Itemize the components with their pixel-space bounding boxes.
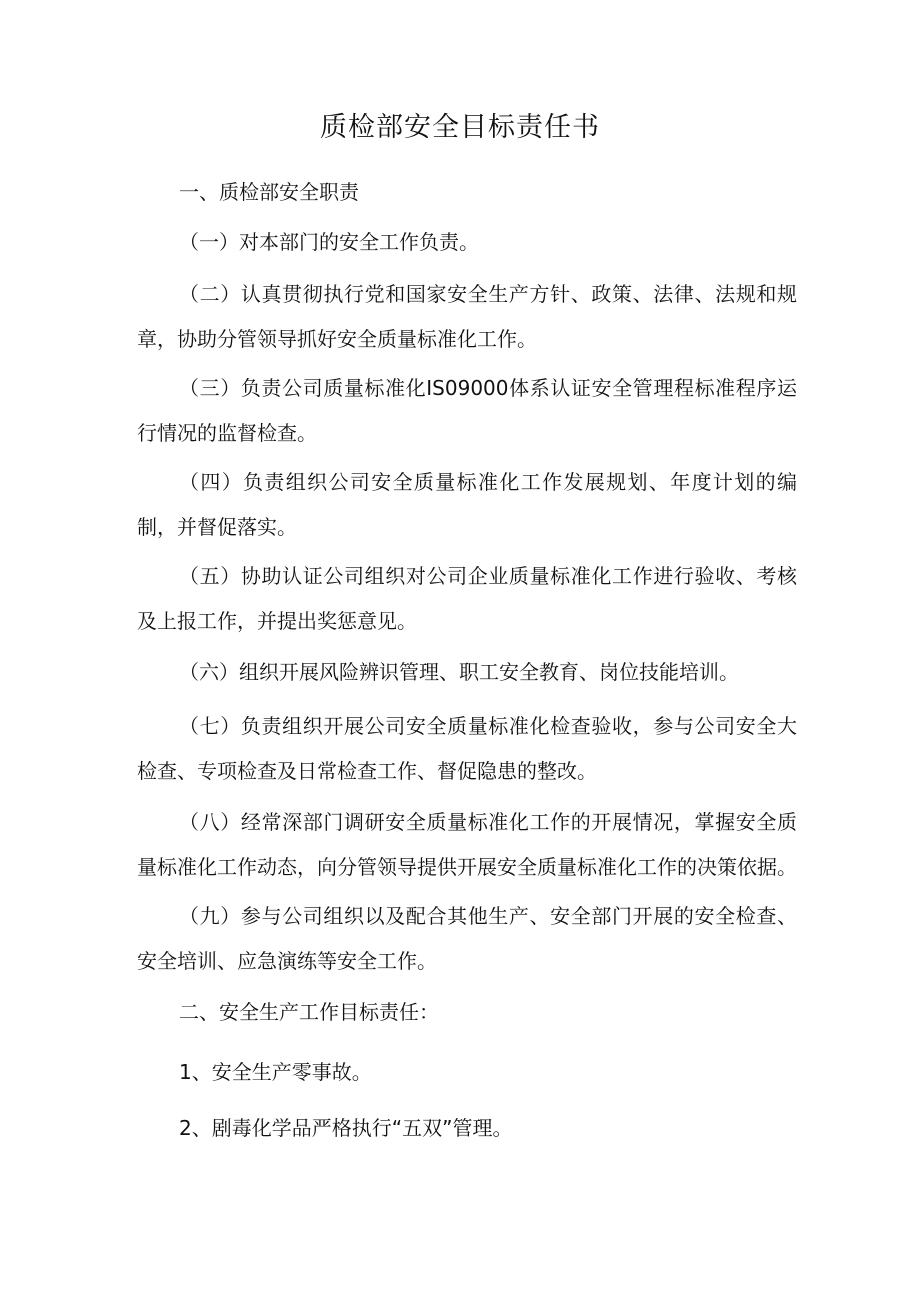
section-heading-targets: 二、安全生产工作目标责任： bbox=[179, 1000, 439, 1024]
duty-paragraph: （七）负责组织开展公司安全质量标准化检查验收，参与公司安全大检查、专项检查及日常检查工作、督促隐患的整改。 bbox=[137, 714, 797, 783]
section-heading-duties: 一、质检部安全职责 bbox=[179, 180, 359, 204]
target-item: 2、剧毒化学品严格执行“五双”管理。 bbox=[179, 1116, 513, 1140]
duty-paragraph: （六）组织开展风险辨识管理、职工安全教育、岗位技能培训。 bbox=[179, 660, 739, 684]
duty-paragraph: （一）对本部门的安全工作负责。 bbox=[179, 230, 479, 254]
target-item: 1、安全生产零事故。 bbox=[179, 1060, 372, 1084]
duty-paragraph: （五）协助认证公司组织对公司企业质量标准化工作进行验收、考核及上报工作，并提出奖惩意见。 bbox=[137, 564, 797, 633]
duty-paragraph: （九）参与公司组织以及配合其他生产、安全部门开展的安全检查、安全培训、应急演练等安全工作。 bbox=[137, 904, 797, 973]
duty-paragraph: （二）认真贯彻执行党和国家安全生产方针、政策、法律、法规和规章，协助分管领导抓好安全质量标准化工作。 bbox=[137, 282, 797, 351]
document-title: 质检部安全目标责任书 bbox=[320, 112, 600, 143]
duty-paragraph: （八）经常深部门调研安全质量标准化工作的开展情况，掌握安全质量标准化工作动态，向分管领导提供开展安全质量标准化工作的决策依据。 bbox=[137, 810, 797, 879]
duty-paragraph: （四）负责组织公司安全质量标准化工作发展规划、年度计划的编制，并督促落实。 bbox=[137, 470, 797, 539]
duty-paragraph: （三）负责公司质量标准化IS09000体系认证安全管理程标准程序运行情况的监督检查。 bbox=[137, 376, 797, 445]
